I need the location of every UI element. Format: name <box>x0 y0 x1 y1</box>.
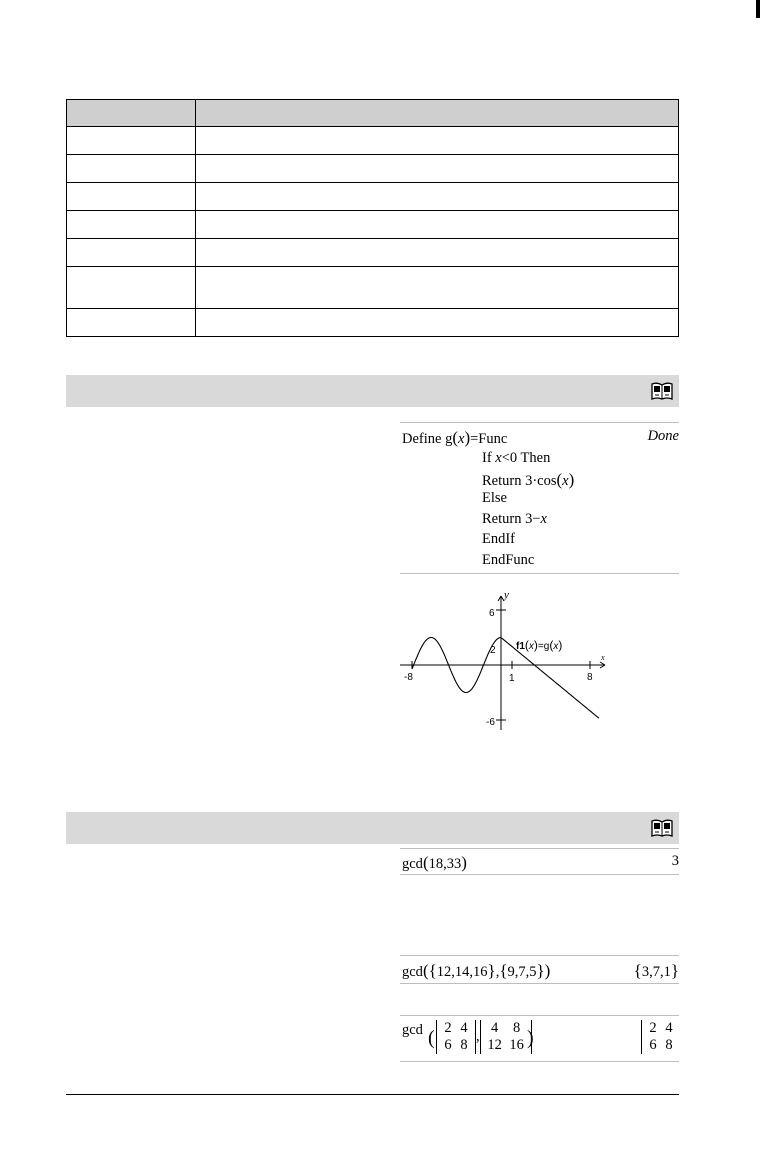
if-line: If x<0 Then <box>482 450 551 466</box>
table-row <box>67 239 679 267</box>
divider <box>400 573 679 574</box>
divider <box>400 1015 679 1016</box>
gcd-result: {3,7,1} <box>633 961 679 980</box>
x-axis-label: x <box>601 653 605 662</box>
divider <box>400 422 679 423</box>
gcd-example-matrices: gcd ( 2 4 6 8,4 8 12 16 ) 2 4 6 8 <box>400 1017 679 1061</box>
return-line: Return 3−x <box>482 511 547 527</box>
parameter-table <box>66 99 679 337</box>
table-row <box>67 309 679 337</box>
gcd-example-numbers: gcd(18,33) 3 <box>402 853 679 872</box>
catalog-book-icon <box>651 381 673 401</box>
y-axis-label: y <box>504 590 509 601</box>
function-label: f1(x)=g(x) <box>516 638 563 652</box>
gcd-result: 3 <box>671 853 679 869</box>
y-tick-label: -6 <box>486 717 495 728</box>
function-graph <box>398 590 610 738</box>
table-row <box>67 211 679 239</box>
table-header-cell <box>67 100 196 127</box>
table-row <box>67 155 679 183</box>
section-header-bar <box>66 375 679 407</box>
gcd-result <box>641 1020 679 1054</box>
divider <box>400 1061 679 1062</box>
y-tick-label: 6 <box>489 608 495 619</box>
else-line: Else <box>482 490 507 506</box>
table-header-cell <box>196 100 679 127</box>
result-done: Done <box>647 428 679 444</box>
return-cos-line: Return 3·cos(x) <box>482 470 575 489</box>
gcd-example-lists: gcd({12,14,16},{9,7,5}) {3,7,1} <box>402 961 679 980</box>
define-line: Define g(x)=Func <box>402 428 508 447</box>
divider <box>400 848 679 849</box>
divider <box>400 983 679 984</box>
table-header-row <box>67 100 679 127</box>
x-tick-label: -8 <box>404 672 413 683</box>
table-row <box>67 183 679 211</box>
x-tick-label: 1 <box>509 673 515 684</box>
catalog-book-icon <box>651 818 673 838</box>
y-tick-label: 2 <box>490 645 496 656</box>
x-tick-label: 8 <box>587 672 593 683</box>
divider <box>400 874 679 875</box>
endfunc-line: EndFunc <box>482 552 535 568</box>
section-header-bar <box>66 812 679 844</box>
function-curve <box>412 638 599 719</box>
matrix: 4 8 12 16 <box>480 1020 532 1054</box>
table-row <box>67 127 679 155</box>
matrix: 2 4 6 8 <box>436 1020 476 1054</box>
matrix: 2 4 6 8 <box>641 1020 679 1054</box>
define-example <box>400 425 679 575</box>
endif-line: EndIf <box>482 531 516 547</box>
table-row <box>67 267 679 309</box>
footer-rule <box>66 1094 679 1095</box>
page-edge-mark <box>756 0 760 18</box>
divider <box>400 955 679 956</box>
